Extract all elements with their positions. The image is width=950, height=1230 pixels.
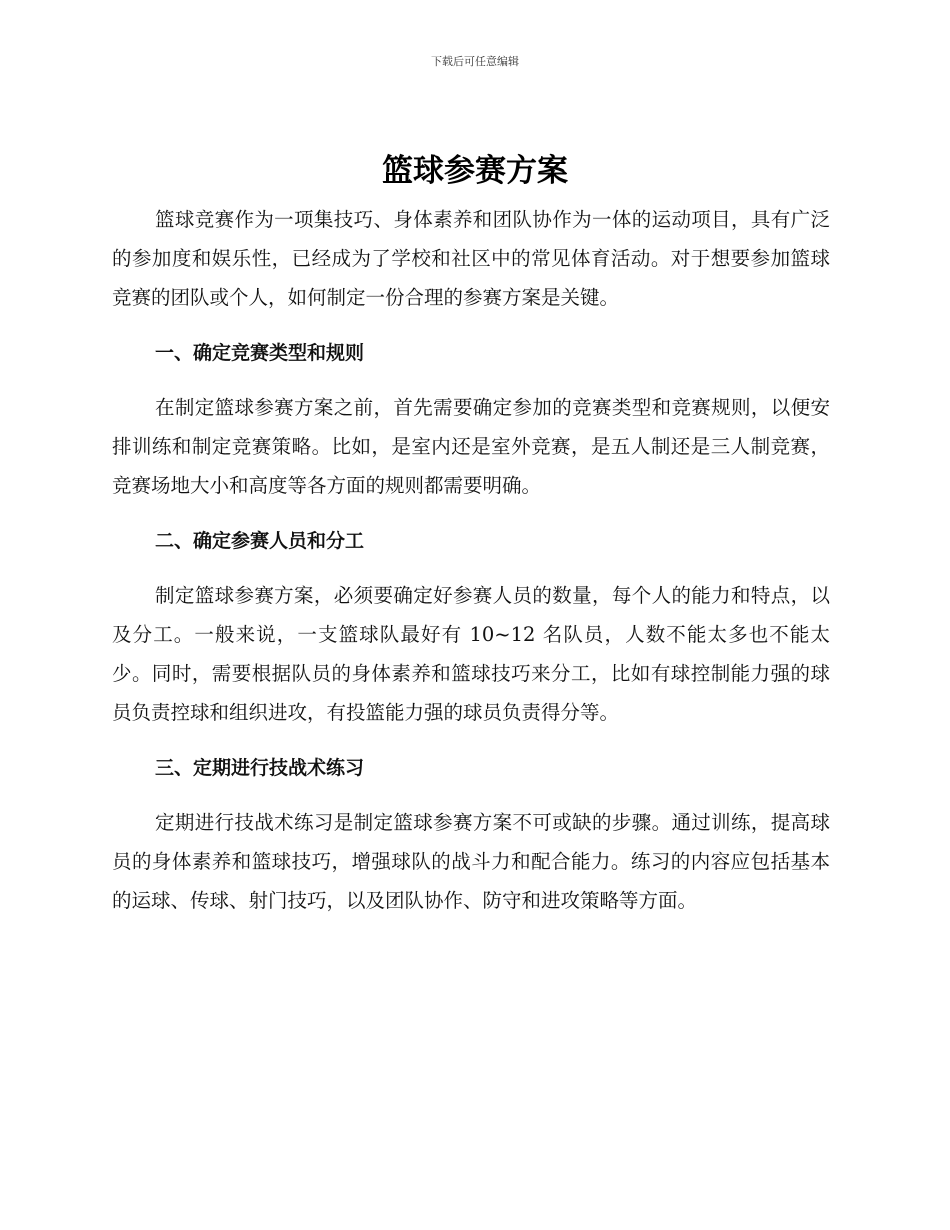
spacer (112, 732, 830, 752)
spacer (112, 317, 830, 337)
section-heading-2: 二、确定参赛人员和分工 (155, 530, 365, 552)
section-heading-3: 三、定期进行技战术练习 (155, 757, 365, 779)
header-note: 下载后可任意编辑 (431, 55, 519, 68)
spacer (112, 785, 830, 803)
section-paragraph-3: 定期进行技战术练习是制定篮球参赛方案不可或缺的步骤。通过训练，提高球员的身体素养和篮球技巧，增强球队的战斗力和配合能力。练习的内容应包括基本的运球、传球、射门技巧，以及团队协作、防守和进攻策略等方面。 (112, 811, 830, 912)
intro-paragraph: 篮球竞赛作为一项集技巧、身体素养和团队协作为一体的运动项目，具有广泛的参加度和娱乐性，已经成为了学校和社区中的常见体育活动。对于想要参加篮球竞赛的团队或个人，如何制定一份合理的参赛方案是关键。 (112, 208, 830, 309)
document-body (112, 200, 830, 920)
page-title: 篮球参赛方案 (382, 153, 568, 189)
section-paragraph-2: 制定篮球参赛方案，必须要确定好参赛人员的数量，每个人的能力和特点，以及分工。一般来说，一支篮球队最好有 10~12 名队员，人数不能太多也不能太少。同时，需要根据队员的身体素养和篮球技巧来分工，比如有球控制能力强的球员负责控球和组织进攻，有投篮能力强的球员负责得分等。 (112, 584, 830, 724)
section-paragraph-1: 在制定篮球参赛方案之前，首先需要确定参加的竞赛类型和竞赛规则，以便安排训练和制定竞赛策略。比如，是室内还是室外竞赛，是五人制还是三人制竞赛，竞赛场地大小和高度等各方面的规则都需要明确。 (112, 396, 830, 497)
spacer (112, 505, 830, 525)
spacer (112, 370, 830, 388)
section-heading-1: 一、确定竞赛类型和规则 (155, 342, 365, 364)
spacer (112, 558, 830, 576)
